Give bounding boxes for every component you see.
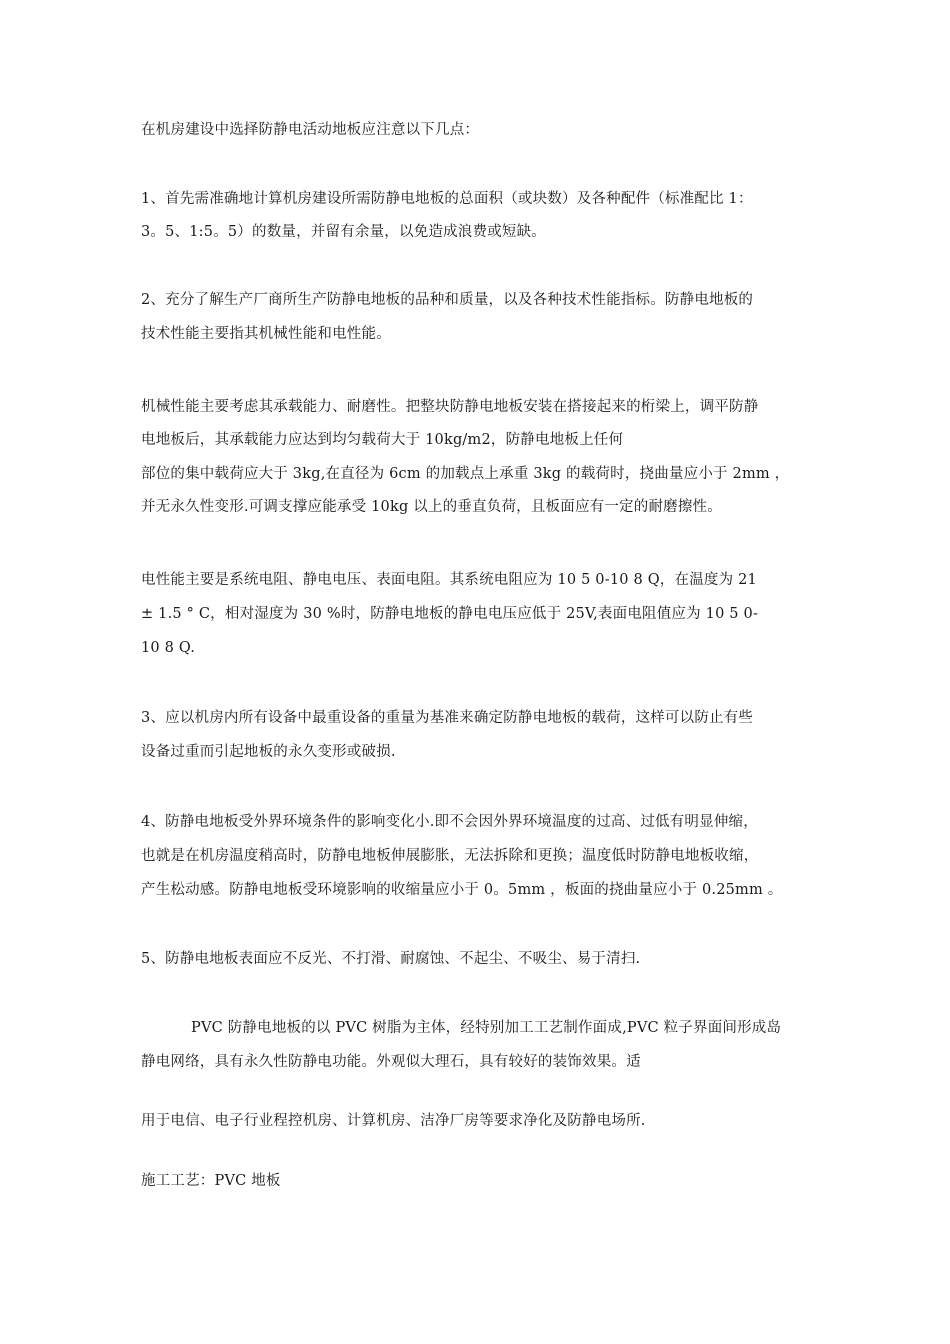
point-2-line-2: 技术性能主要指其机械性能和电性能。	[141, 326, 391, 342]
point-1-line-2: 3。5、1:5。5）的数量，并留有余量，以免造成浪费或短缺。	[141, 224, 547, 240]
electrical-line-1: 电性能主要是系统电阻、静电电压、表面电阻。其系统电阻应为 10 5 0-10 8 Q，在温度为 21	[141, 572, 757, 588]
mechanical-line-4: 并无永久性变形.可调支撑应能承受 10kg 以上的垂直负荷，且板面应有一定的耐磨擦性。	[141, 499, 722, 515]
point-4-line-3: 产生松动感。防静电地板受环境影响的收缩量应小于 0。5mm ，板面的挠曲量应小于 0.25mm 。	[141, 882, 783, 898]
mechanical-line-1: 机械性能主要考虑其承载能力、耐磨性。把整块防静电地板安装在搭接起来的桁梁上，调平防静	[141, 399, 759, 415]
point-4-line-1: 4、防静电地板受外界环境条件的影响变化小.即不会因外界环境温度的过高、过低有明显伸缩，	[141, 814, 758, 830]
point-4-line-2: 也就是在机房温度稍高时，防静电地板伸展膨胀，无法拆除和更换；温度低时防静电地板收缩，	[141, 848, 759, 864]
point-3-line-2: 设备过重而引起地板的永久变形或破损.	[141, 744, 396, 760]
mechanical-line-3: 部位的集中载荷应大于 3kg,在直径为 6cm 的加载点上承重 3kg 的载荷时，挠曲量应小于 2mm ，	[141, 466, 790, 482]
pvc-line-2: 静电网络，具有永久性防静电功能。外观似大理石，具有较好的装饰效果。适	[141, 1054, 641, 1070]
pvc-line-3: 用于电信、电子行业程控机房、计算机房、洁净厂房等要求净化及防静电场所.	[141, 1113, 646, 1129]
craft-heading: 施工工艺：PVC 地板	[141, 1173, 281, 1189]
intro-text: 在机房建设中选择防静电活动地板应注意以下几点：	[141, 122, 480, 138]
mechanical-line-2: 电地板后，其承载能力应达到均匀载荷大于 10kg/m2，防静电地板上任何	[141, 432, 624, 448]
electrical-line-3: 10 8 Q.	[141, 640, 196, 656]
point-5-text: 5、防静电地板表面应不反光、不打滑、耐腐蚀、不起尘、不吸尘、易于清扫.	[141, 951, 641, 967]
electrical-line-2: ± 1.5 ° C，相对湿度为 30 %时，防静电地板的静电电压应低于 25V,表面电阻值应为 10 5 0-	[141, 606, 759, 622]
pvc-line-1: PVC 防静电地板的以 PVC 树脂为主体，经特别加工工艺制作面成,PVC 粒子界面间形成岛	[191, 1020, 782, 1036]
point-3-line-1: 3、应以机房内所有设备中最重设备的重量为基准来确定防静电地板的载荷，这样可以防止有些	[141, 710, 754, 726]
point-2-line-1: 2、充分了解生产厂商所生产防静电地板的品种和质量，以及各种技术性能指标。防静电地板的	[141, 292, 754, 308]
point-1-line-1: 1、首先需准确地计算机房建设所需防静电地板的总面积（或块数）及各种配件（标准配比 1：	[141, 191, 753, 207]
